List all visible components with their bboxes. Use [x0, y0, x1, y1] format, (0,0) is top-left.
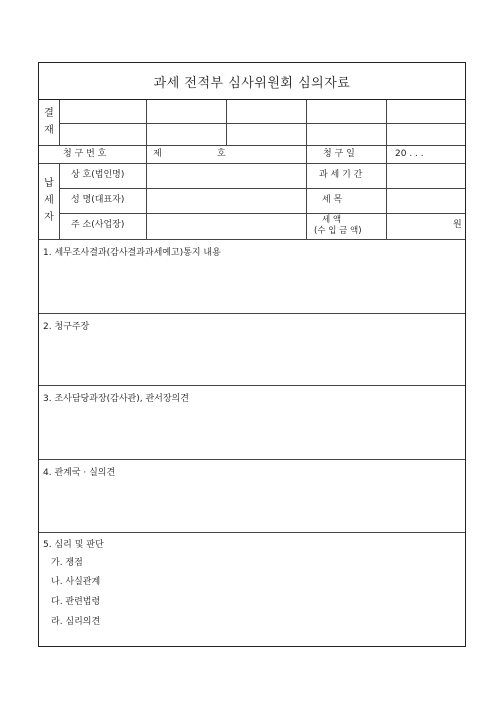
- section-divider-1: [39, 313, 465, 314]
- approval-bottom-line: [39, 145, 465, 146]
- taxpayer-col-3: [386, 163, 387, 239]
- approval-label-divider: [59, 100, 60, 145]
- claim-number-label: 청 구 번 호: [63, 149, 107, 159]
- business-address-label: 주 소(사업장): [71, 220, 125, 230]
- claim-date-value: 20 . . .: [395, 149, 424, 159]
- section-divider-2: [39, 385, 465, 386]
- approval-col-4: [386, 100, 387, 145]
- taxpayer-col-2: [306, 163, 307, 239]
- review-form: [38, 62, 466, 647]
- representative-name-label: 성 명(대표자): [71, 195, 125, 205]
- review-item-laws: 다. 관련법령: [51, 597, 101, 607]
- section-audit-notice: 1. 세무조사결과(감사결과과세예고)통지 내용: [43, 248, 221, 258]
- taxpayer-label: 납 세 자: [44, 178, 54, 223]
- tax-item-label: 세 목: [322, 195, 343, 205]
- company-name-label: 상 호(법인명): [71, 170, 125, 180]
- review-item-facts: 나. 사실관계: [51, 577, 101, 587]
- claim-row-bottom: [39, 163, 465, 164]
- section-claim-assertion: 2. 청구주장: [43, 322, 90, 332]
- claim-date-label: 청 구 일: [323, 149, 355, 159]
- claim-number-suffix: 호: [217, 149, 226, 159]
- review-item-issue: 가. 쟁점: [51, 558, 83, 568]
- section-office-opinion: 3. 조사담당과장(감사관), 관서장의견: [43, 394, 189, 404]
- revenue-amount-label: (수 입 금 액): [314, 226, 362, 236]
- approval-col-3: [306, 100, 307, 145]
- claim-col-1: [146, 145, 147, 163]
- section-review-judgment: 5. 심리 및 판단: [43, 540, 104, 550]
- form-title: 과세 전적부 심사위원회 심의자료: [39, 63, 465, 100]
- taxpayer-col-1: [146, 163, 147, 239]
- approval-col-2: [226, 100, 227, 145]
- tax-amount-label: 세 액: [322, 215, 342, 225]
- section-department-opinion: 4. 관계국 · 실의견: [43, 468, 116, 478]
- taxpayer-line-1: [59, 188, 465, 189]
- amount-unit: 원: [453, 220, 462, 230]
- section-divider-3: [39, 459, 465, 460]
- review-item-opinion: 라. 심리의견: [51, 617, 101, 627]
- approval-col-1: [146, 100, 147, 145]
- claim-col-3: [386, 145, 387, 163]
- taxpayer-bottom: [39, 239, 465, 240]
- tax-period-label: 과 세 기 간: [319, 170, 363, 180]
- taxpayer-line-2: [59, 213, 465, 214]
- approval-label: 결 재: [44, 108, 54, 136]
- approval-mid-line: [59, 123, 465, 124]
- claim-number-prefix: 제: [153, 149, 162, 159]
- section-divider-4: [39, 532, 465, 533]
- claim-col-2: [306, 145, 307, 163]
- taxpayer-label-divider: [59, 163, 60, 239]
